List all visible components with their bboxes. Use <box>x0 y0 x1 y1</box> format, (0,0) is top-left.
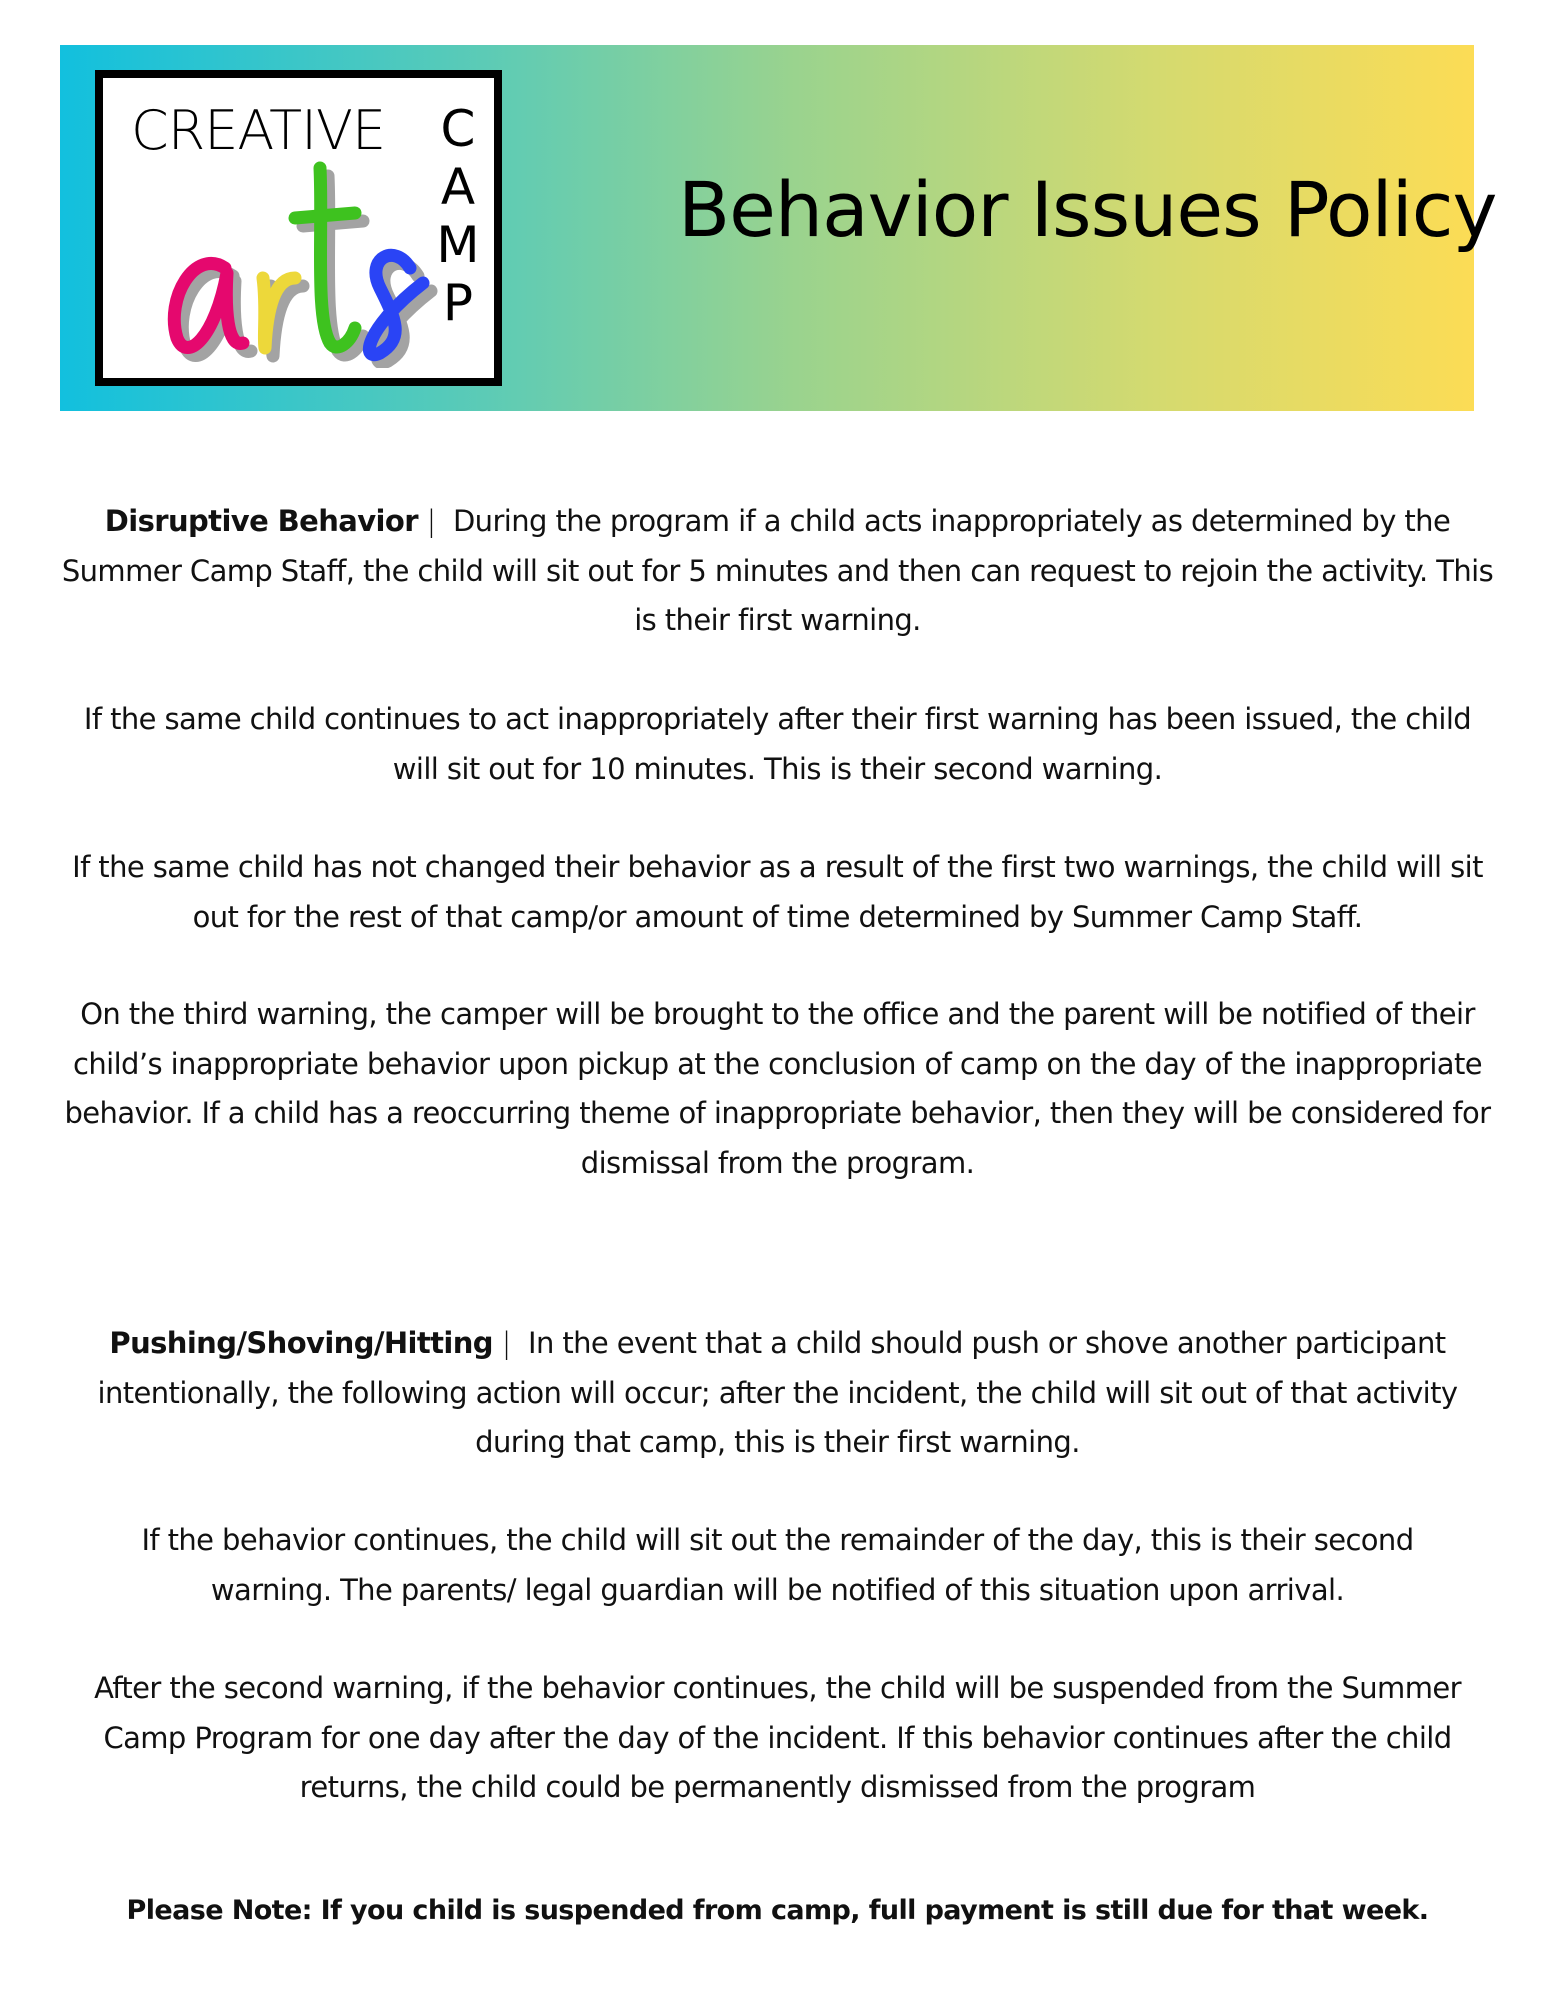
paragraph-text: If the behavior continues, the child will sit out the remainder of the day, this is their second warning. The parents/ legal guardian will be notified of this situation upon arrival. <box>141 1523 1414 1607</box>
paragraph-text: On the third warning, the camper will be brought to the office and the parent will be notified of their child’s inappropriate behavior upon pickup at the conclusion of camp on the day of the inappropriate behavior. If a child has a reoccurring theme of inappropriate behavior, then they will be considered for dismissal from the program. <box>64 997 1491 1180</box>
paragraph <box>60 497 1495 646</box>
paragraph-text: After the second warning, if the behavior continues, the child will be suspended from the Summer Camp Program for one day after the day of the incident. If this behavior continues after the child returns, the child could be permanently dismissed from the program <box>94 1671 1461 1804</box>
section-pushing-shoving-hitting <box>60 1319 1495 1468</box>
section-disruptive-behavior <box>60 497 1495 646</box>
logo-creative-text: CREATIVE <box>131 99 386 162</box>
paragraph <box>60 1664 1495 1813</box>
logo-camp-letter: M <box>436 216 480 274</box>
paragraph <box>60 695 1495 794</box>
section-heading: Pushing/Shoving/Hitting <box>109 1326 493 1360</box>
paragraph-text: In the event that a child should push or shove another participant intentionally, the following action will occur; after the incident, the child will sit out of that activity during that camp, this is their first warning. <box>97 1326 1458 1459</box>
logo-letter-t <box>295 168 355 347</box>
page-title: Behavior Issues Policy <box>678 165 1497 254</box>
separator: | <box>426 504 436 538</box>
paragraph <box>60 990 1495 1188</box>
logo-camp-letter: P <box>442 274 474 332</box>
logo-camp-letter: C <box>440 100 476 158</box>
paragraph-text: If the same child continues to act inappropriately after their first warning has been issued, the child will sit out for 10 minutes. This is their second warning. <box>83 702 1472 786</box>
paragraph-text: If the same child has not changed their behavior as a result of the first two warnings, the child will sit out for the rest of that camp/or amount of time determined by Summer Camp Staff. <box>72 850 1483 934</box>
header-banner <box>60 45 1497 411</box>
section-heading: Disruptive Behavior <box>104 504 418 538</box>
paragraph <box>60 1516 1495 1615</box>
separator: | <box>501 1326 511 1360</box>
logo-arts-script <box>155 148 445 368</box>
paragraph <box>90 1319 1465 1468</box>
paragraph <box>60 843 1495 942</box>
payment-note: Please Note: If you child is suspended from camp, full payment is still due for that week. <box>126 1895 1429 1926</box>
logo-camp-letter: A <box>440 158 476 216</box>
creative-arts-camp-logo <box>95 70 502 386</box>
paragraph-text: During the program if a child acts inappropriately as determined by the Summer Camp Staff, the child will sit out for 5 minutes and then can request to rejoin the activity. This is their first warning. <box>61 504 1494 637</box>
